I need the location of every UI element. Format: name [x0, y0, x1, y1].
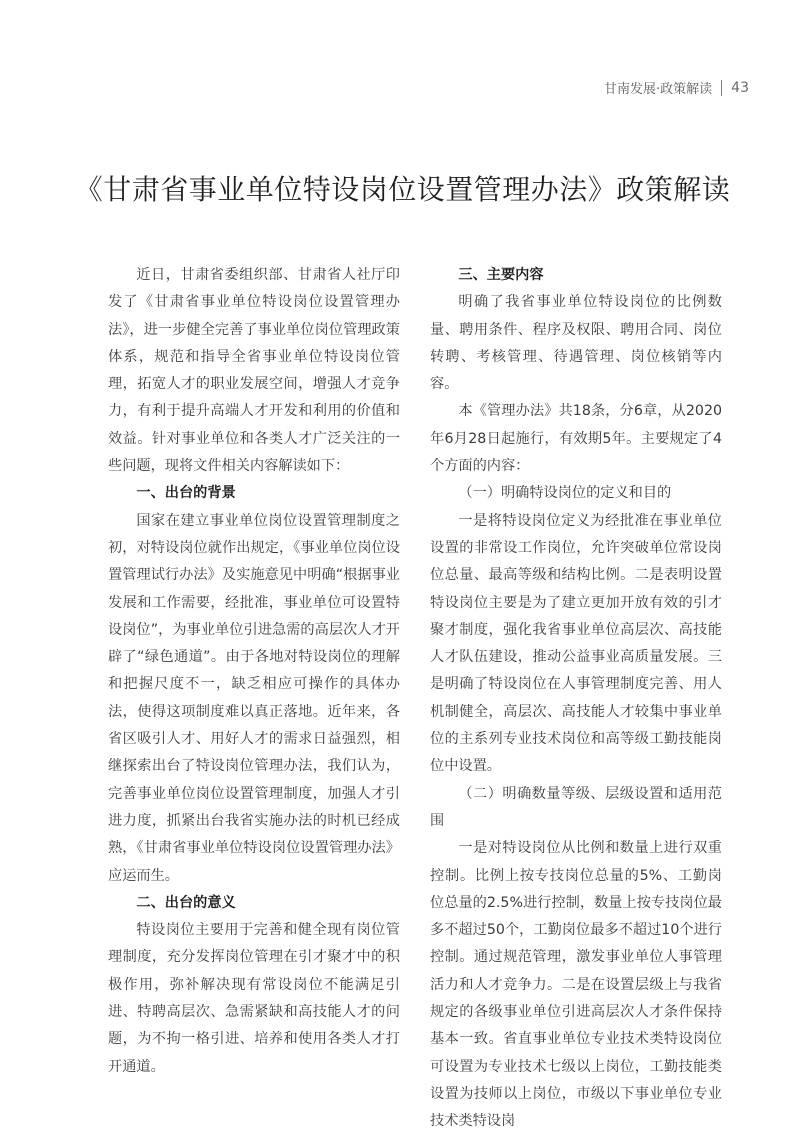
- intro-paragraph: 近日，甘肃省委组织部、甘肃省人社厅印发了《甘肃省事业单位特设岗位设置管理办法》，进一步健全完善了事业单位岗位管理政策体系，规范和指导全省事业单位特设岗位管理，拓宽人才的职业发展空间，增强人才竞争力，有利于提升高端人才开发和利用的价值和效益。针对事业单位和各类人才广泛关注的一些问题，现将文件相关内容解读如下：: [108, 267, 400, 475]
- section-heading-main-content: 三、主要内容: [458, 267, 544, 283]
- header-section-title: 甘南发展·政策解读: [604, 82, 713, 97]
- right-column: [430, 262, 722, 1136]
- definition-paragraph: 一是将特设岗位定义为经批准在事业单位设置的非常设工作岗位，允许突破单位常设岗位总量、最高等级和结构比例。二是表明设置特设岗位主要是为了建立更加开放有效的引才聚才制度，强化我省事业单位高层次、高技能人才队伍建设，推动公益事业高质量发展。三是明确了特设岗位在人事管理制度完善、用人机制健全，高层次、高技能人才较集中事业单位的主系列专业技术岗位和高等级工勤技能岗位中设置。: [430, 512, 722, 775]
- running-header: [604, 78, 749, 97]
- left-column: [108, 262, 400, 1081]
- section-heading-background: 一、出台的背景: [136, 485, 236, 502]
- background-paragraph: 国家在建立事业单位岗位设置管理制度之初，对特设岗位就作出规定，《事业单位岗位设置管理试行办法》及实施意见中明确“根据事业发展和工作需要，经批准，事业单位可设置特设岗位”，为事业单位引进急需的高层次人才开辟了“绿色通道”。由于各地对特设岗位的理解和把握尺度不一，缺乏相应可操作的具体办法，使得这项制度难以真正落地。近年来，各省区吸引人才、用好人才的需求日益强烈，相继探索出台了特设岗位管理办法，我们认为，完善事业单位岗位设置管理制度，加强人才引进力度，抓紧出台我省实施办法的时机已经成熟，《甘肃省事业单位特设岗位设置管理办法》应运而生。: [108, 512, 400, 884]
- significance-paragraph: 特设岗位主要用于完善和健全现有岗位管理制度，充分发挥岗位管理在引才聚才中的积极作用，弥补解决现有常设岗位不能满足引进、特聘高层次、急需紧缺和高技能人才的问题，为不拘一格引进、培养和使用各类人才打开通道。: [108, 922, 400, 1075]
- main-content-paragraph: 明确了我省事业单位特设岗位的比例数量、聘用条件、程序及权限、聘用合同、岗位转聘、考核管理、待遇管理、岗位核销等内容。: [430, 294, 722, 393]
- subheading-definition: （一）明确特设岗位的定义和目的: [458, 485, 672, 502]
- page-number: 43: [731, 79, 749, 96]
- subheading-scope: （二）明确数量等级、层级设置和适用范围: [430, 785, 722, 829]
- article-title: 《甘肃省事业单位特设岗位设置管理办法》政策解读: [74, 173, 731, 206]
- header-divider: [721, 80, 722, 96]
- scope-paragraph: 一是对特设岗位从比例和数量上进行双重控制。比例上按专技岗位总量的5%、工勤岗位总量的2.5%进行控制，数量上按专技岗位最多不超过50个，工勤岗位最多不超过10个进行控制。通过规范管理，激发事业单位人事管理活力和人才竞争力。二是在设置层级上与我省规定的各级事业单位引进高层次人才条件保持基本一致。省直事业单位专业技术类特设岗位可设置为专业技术七级以上岗位，工勤技能类设置为技师以上岗位，市级以下事业单位专业技术类特设岗: [430, 840, 722, 1130]
- section-heading-significance: 二、出台的意义: [136, 894, 236, 911]
- overview-paragraph: 本《管理办法》共18条，分6章，从2020年6月28日起施行，有效期5年。主要规定了4个方面的内容：: [430, 403, 722, 475]
